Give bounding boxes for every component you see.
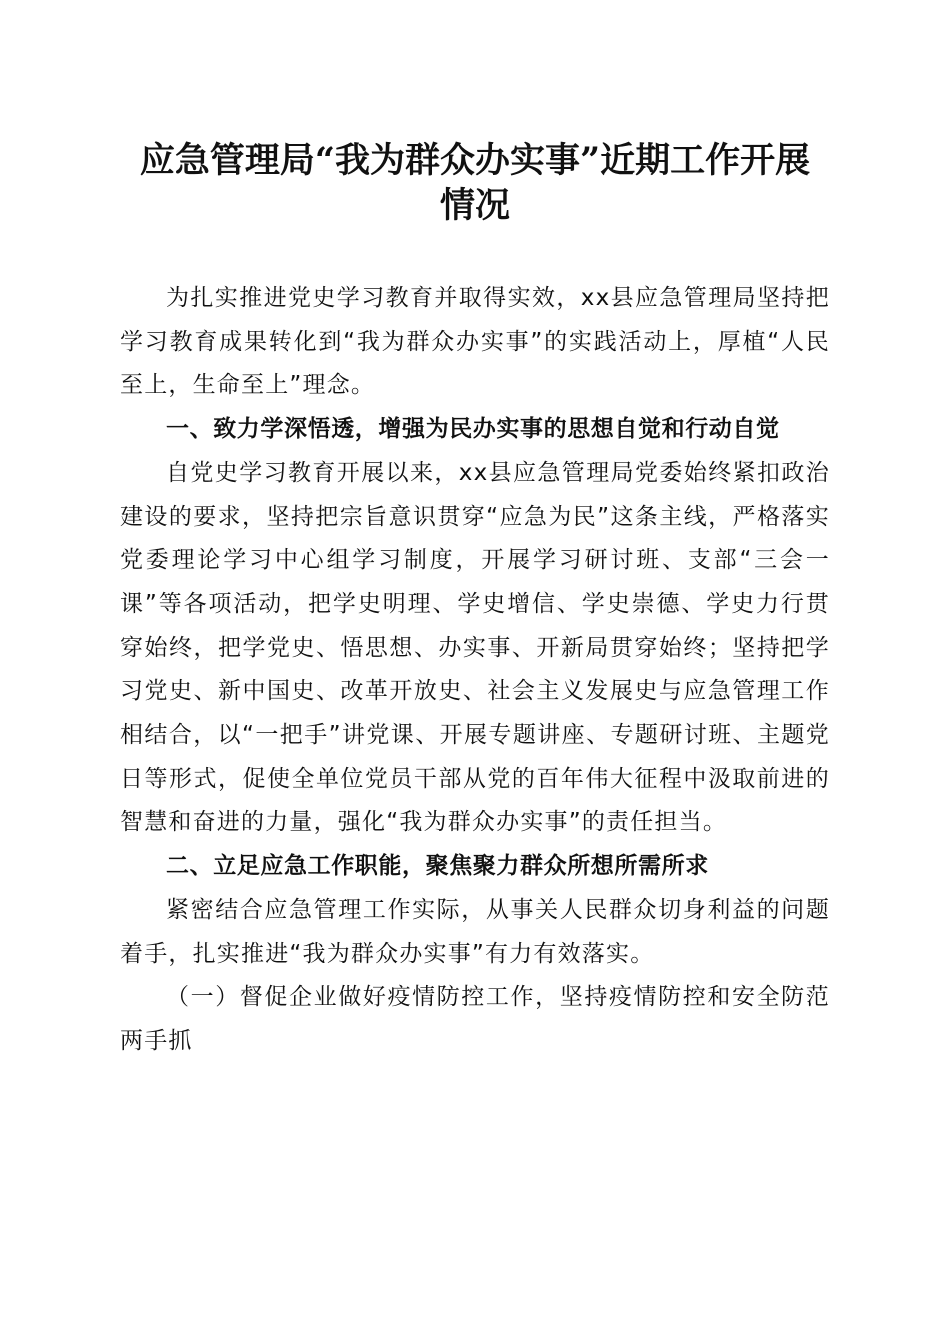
document-body <box>120 277 830 1064</box>
section-heading-2: 二、立足应急工作职能，聚焦聚力群众所想所需所求 <box>166 853 709 880</box>
document-title <box>120 138 830 228</box>
section-heading-1: 一、致力学深悟透，增强为民办实事的思想自觉和行动自觉 <box>166 416 780 443</box>
section-2-paragraph: 紧密结合应急管理工作实际，从事关人民群众切身利益的问题着手，扎实推进“我为群众办实事”有力有效落实。 <box>120 896 830 967</box>
title-line-2: 情况 <box>439 185 510 226</box>
intro-paragraph: 为扎实推进党史学习教育并取得实效，xx县应急管理局坚持把学习教育成果转化到“我为群众办实事”的实践活动上，厚植“人民至上，生命至上”理念。 <box>120 285 830 399</box>
section-1-paragraph: 自党史学习教育开展以来，xx县应急管理局党委始终紧扣政治建设的要求，坚持把宗旨意识贯穿“应急为民”这条主线，严格落实党委理论学习中心组学习制度，开展学习研讨班、支部“三会一课”等各项活动，把学史明理、学史增信、学史崇德、学史力行贯穿始终，把学党史、悟思想、办实事、开新局贯穿始终；坚持把学习党史、新中国史、改革开放史、社会主义发展史与应急管理工作相结合，以“一把手”讲党课、开展专题讲座、专题研讨班、主题党日等形式，促使全单位党员干部从党的百年伟大征程中汲取前进的智慧和奋进的力量，强化“我为群众办实事”的责任担当。 <box>120 459 830 836</box>
title-line-1: 应急管理局“我为群众办实事”近期工作开展 <box>139 140 811 181</box>
subsection-heading-1: （一）督促企业做好疫情防控工作，坚持疫情防控和安全防范两手抓 <box>120 984 830 1054</box>
